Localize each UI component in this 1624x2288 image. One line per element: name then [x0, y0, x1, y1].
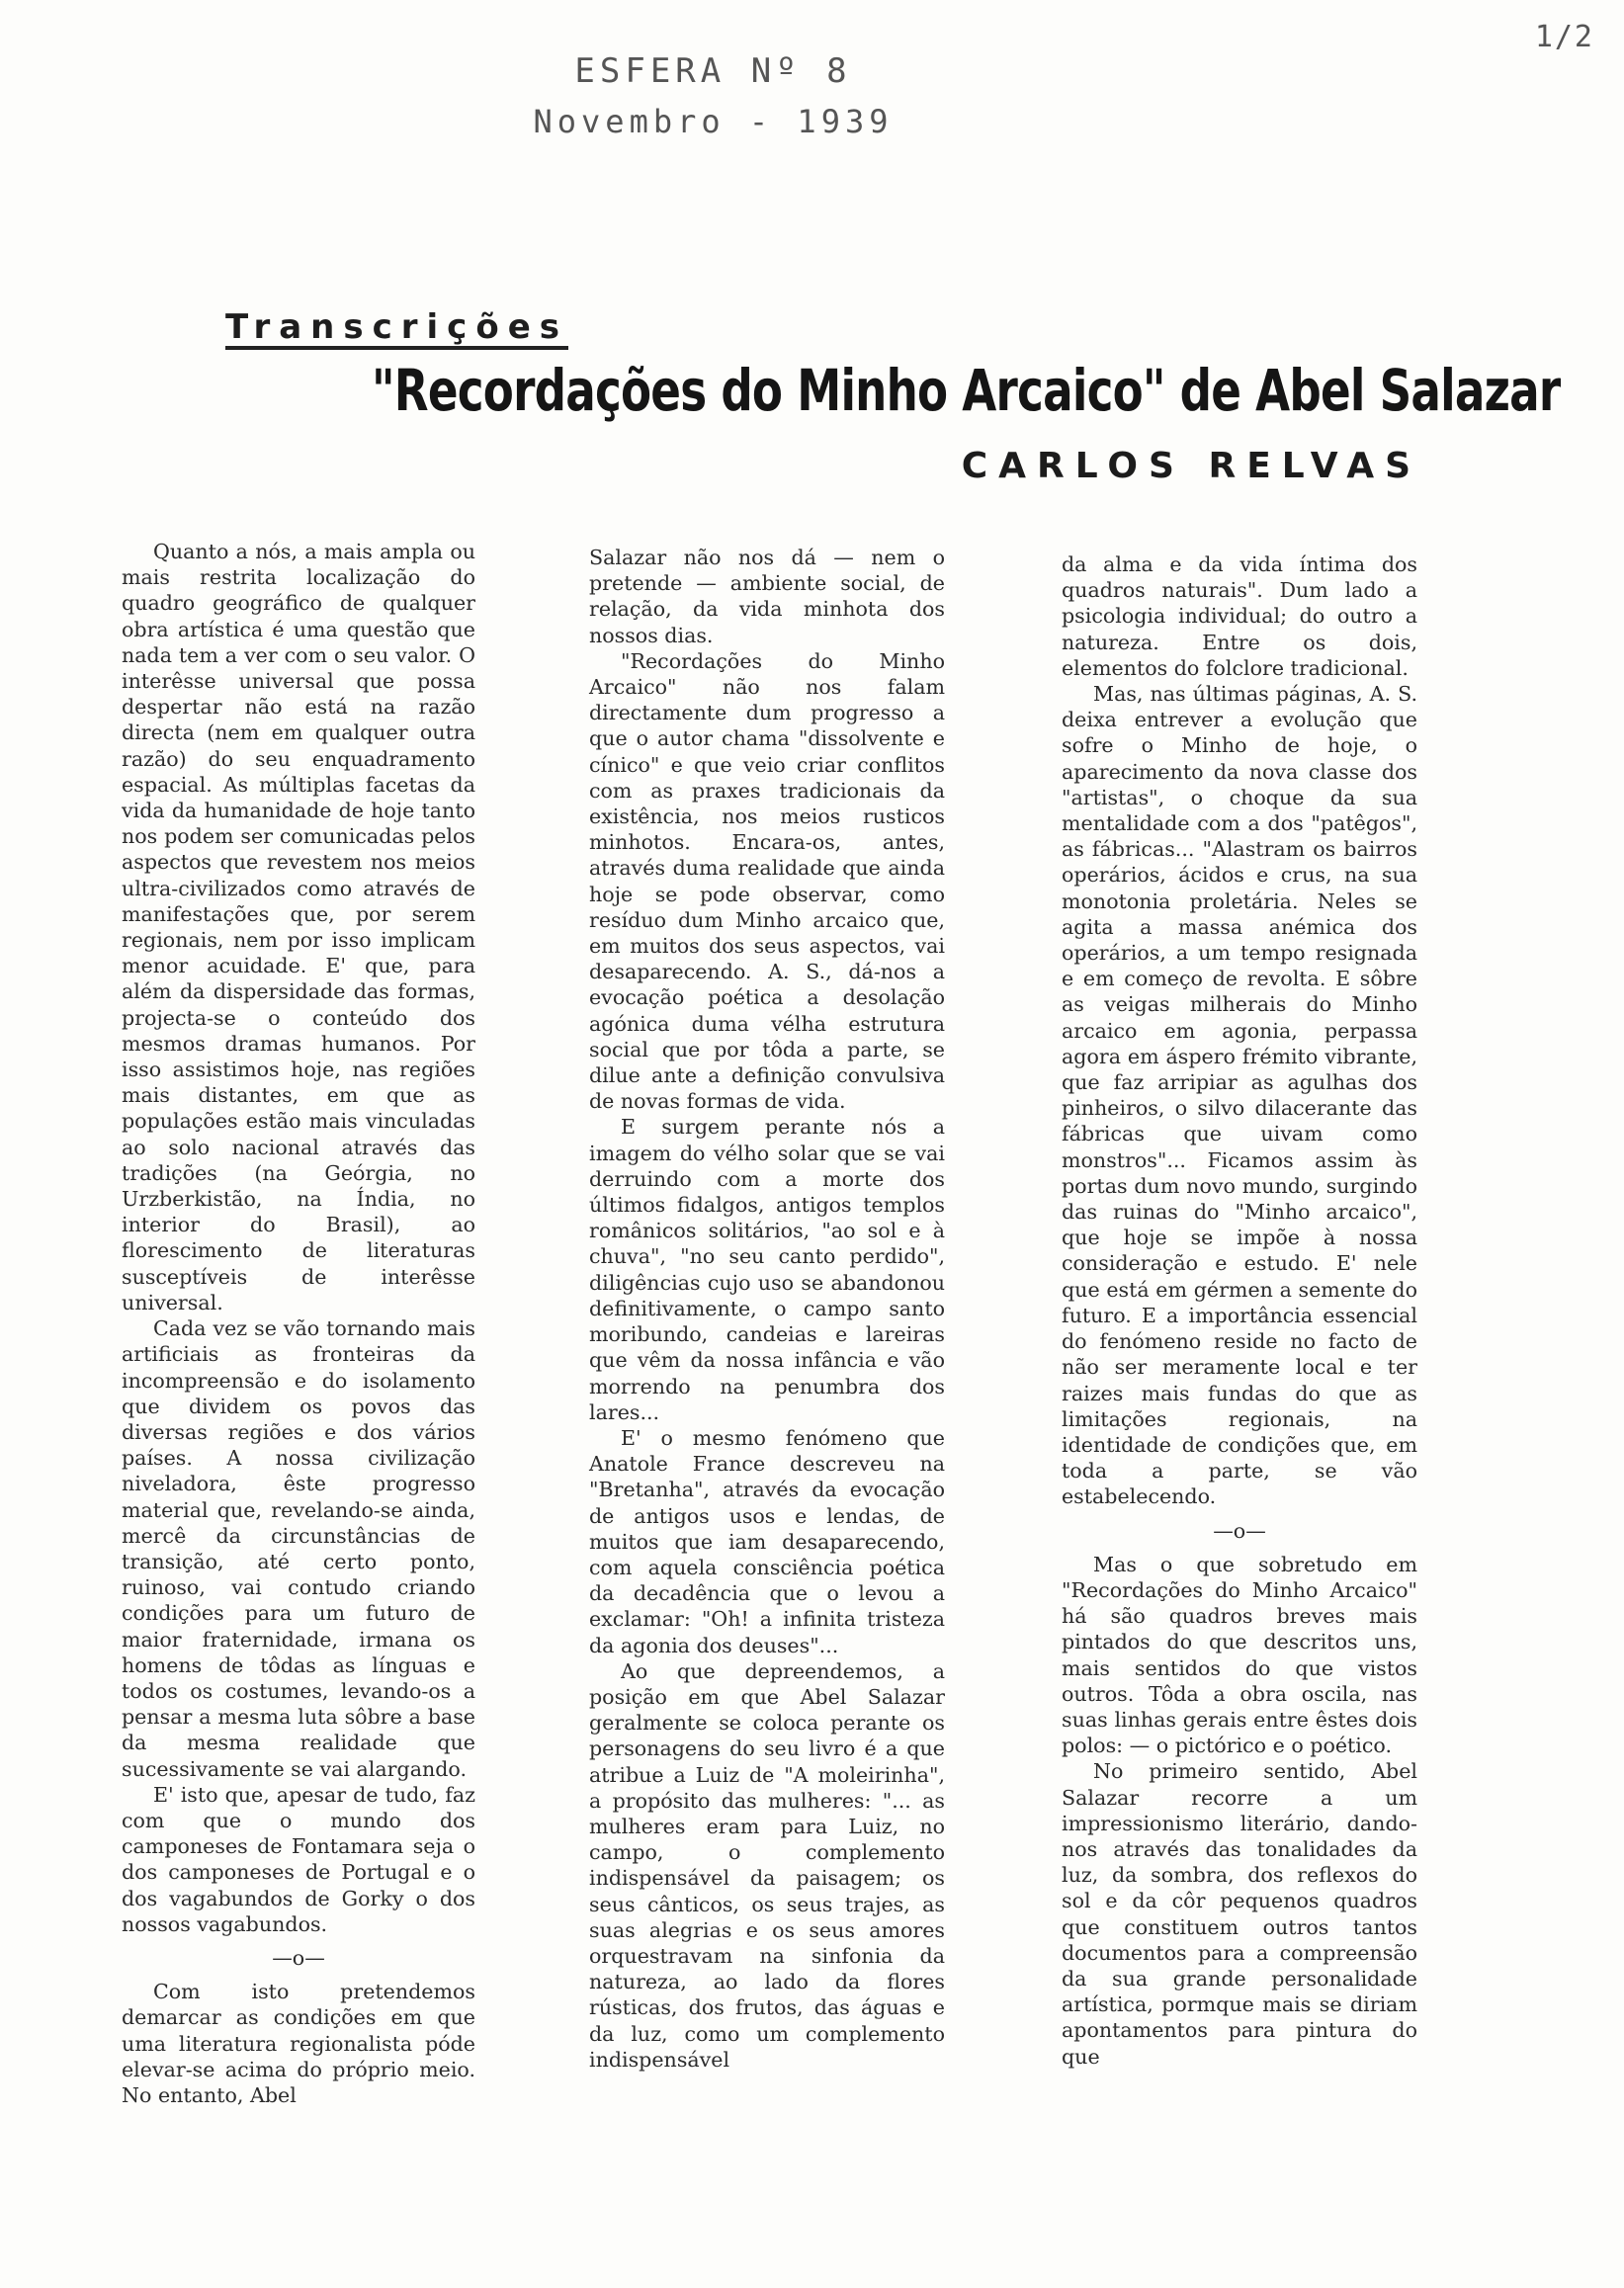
- paragraph: No primeiro sentido, Abel Salazar recorre a um impressionismo literário, dando-nos através das tonalidades da luz, da sombra, dos reflexos do sol e da côr pequenos quadros que constituem outros tantos documentos para a compreensão da sua grande personalidade artística, pormque mais se diriam apontamentos para pintura do que: [1062, 1759, 1417, 2069]
- article-column-1: [122, 539, 475, 2108]
- paragraph: Ao que depreendemos, a posição em que Abel Salazar geralmente se coloca perante os personagens do seu livro é a que atribue a Luiz de "A moleirinha", a propósito das mulheres: "... as mulheres eram para Luiz, no campo, o complemento indispensável da paisagem; os seus cânticos, os seus trajes, as suas alegrias e os seus amores orquestravam na sinfonia da natureza, ao lado da flores rústicas, dos frutos, das águas e da luz, como um complemento indispensável: [589, 1658, 945, 2072]
- section-label: Transcrições: [225, 309, 568, 350]
- paragraph: Mas o que sobretudo em "Recordações do Minho Arcaico" há são quadros breves mais pintados do que descritos uns, mais sentidos do que vistos outros. Tôda a obra oscila, nas suas linhas gerais entre êstes dois polos: — o pictórico e o poético.: [1062, 1552, 1417, 1758]
- paragraph: Mas, nas últimas páginas, A. S. deixa entrever a evolução que sofre o Minho de hoje, o aparecimento da nova classe dos "artistas", o choque da sua mentalidade com a dos "patêgos", as fábricas... "Alastram os bairros operários, ácidos e crus, na sua monotonia proletária. Neles se agita a massa anémica dos operários, a um tempo resignada e em começo de revolta. E sôbre as veigas milherais do Minho arcaico em agonia, perpassa agora em áspero frémito vibrante, que faz arripiar as agulhas dos pinheiros, o silvo dilacerante das fábricas que uivam como monstros"... Ficamos assim às portas dum novo mundo, surgindo das ruinas do "Minho arcaico", que hoje se impõe à nossa consideração e estudo. E' nele que está em gérmen a semente do futuro. E a importância essencial do fenómeno reside no facto de não ser meramente local e ter raizes mais fundas do que as limitações regionais, na identidade de condições que, em toda a parte, se vão estabelecendo.: [1062, 682, 1417, 1509]
- masthead-date: Novembro - 1939: [533, 103, 894, 140]
- paragraph: da alma e da vida íntima dos quadros naturais". Dum lado a psicologia individual; do outro a natureza. Entre os dois, elementos do folclore tradicional.: [1062, 552, 1417, 680]
- paragraph: Salazar não nos dá — nem o pretende — ambiente social, de relação, da vida minhota dos nossos dias.: [589, 546, 945, 647]
- paragraph: Cada vez se vão tornando mais artificiais as fronteiras da incompreensão e do isolamento que dividem os povos das diversas regiões e dos vários países. A nossa civilização niveladora, êste progresso material que, revelando-se ainda, mercê da circunstâncias de transição, até certo ponto, ruinoso, vai contudo criando condições para um futuro de maior fraternidade, irmana os homens de tôdas as línguas e todos os costumes, levando-os a pensar a mesma luta sôbre a base da mesma realidade que sucessivamente se vai alargando.: [122, 1316, 475, 1781]
- paragraph: Quanto a nós, a mais ampla ou mais restrita localização do quadro geográfico de qualquer obra artística é uma questão que nada tem a ver com o seu valor. O interêsse universal que possa despertar não está na razão directa (nem em qualquer outra razão) do seu enquadramento espacial. As múltiplas facetas da vida da humanidade de hoje tanto nos podem ser comunicadas pelos aspectos que revestem nos meios ultra-civilizados como através de manifestações que, por serem regionais, nem por isso implicam menor acuidade. E' que, para além da dispersidade das formas, projecta-se o conteúdo dos mesmos dramas humanos. Por isso assistimos hoje, nas regiões mais distantes, em que as populações estão mais vinculadas ao solo nacional através das tradições (na Geórgia, no Urzberkistão, na Índia, no interior do Brasil), ao florescimento de literaturas susceptíveis de interêsse universal.: [122, 540, 475, 1314]
- masthead-issue: ESFERA Nº 8: [574, 51, 852, 91]
- article-author: CARLOS RELVAS: [961, 446, 1421, 486]
- article-column-2: [589, 545, 945, 2073]
- paragraph: Com isto pretendemos demarcar as condições em que uma literatura regionalista póde elevar-se acima do próprio meio. No entanto, Abel: [122, 1980, 475, 2107]
- paragraph: "Recordações do Minho Arcaico" não nos falam directamente dum progresso a que o autor chama "dissolvente e cínico" e que veio criar conflitos com as praxes tradicionais da existência, nos meios rusticos minhotos. Encara-os, antes, através duma realidade que ainda hoje se pode observar, como resíduo dum Minho arcaico que, em muitos dos seus aspectos, vai desaparecendo. A. S., dá-nos a evocação poética a desolação agónica duma vélha estrutura social que por tôda a parte, se dilue ante a definição convulsiva de novas formas de vida.: [589, 648, 945, 1114]
- section-separator: —o—: [1213, 1518, 1266, 1543]
- paragraph: E' o mesmo fenómeno que Anatole France descreveu na "Bretanha", através da evocação de antigos usos e lendas, de muitos que iam desaparecendo, com aquela consciência poética da decadência que o levou a exclamar: "Oh! a infinita tristeza da agonia dos deuses"...: [589, 1425, 945, 1657]
- section-separator: —o—: [272, 1945, 325, 1970]
- paragraph: E' isto que, apesar de tudo, faz com que o mundo dos camponeses de Fontamara seja o dos camponeses de Portugal e o dos vagabundos de Gorky o dos nossos vagabundos.: [122, 1782, 475, 1936]
- article-column-3: [1062, 551, 1417, 2070]
- paragraph: E surgem perante nós a imagem do vélho solar que se vai derruindo com a morte dos últimos fidalgos, antigos templos românicos solitários, "ao sol e à chuva", "no seu canto perdido", diligências cujo uso se abandonou definitivamente, o campo santo moribundo, candeias e lareiras que vêm da nossa infância e vão morrendo na penumbra dos lares...: [589, 1115, 945, 1424]
- article-headline: "Recordações do Minho Arcaico" de Abel Salazar: [372, 357, 1561, 424]
- page-number: 1/2: [1534, 20, 1594, 54]
